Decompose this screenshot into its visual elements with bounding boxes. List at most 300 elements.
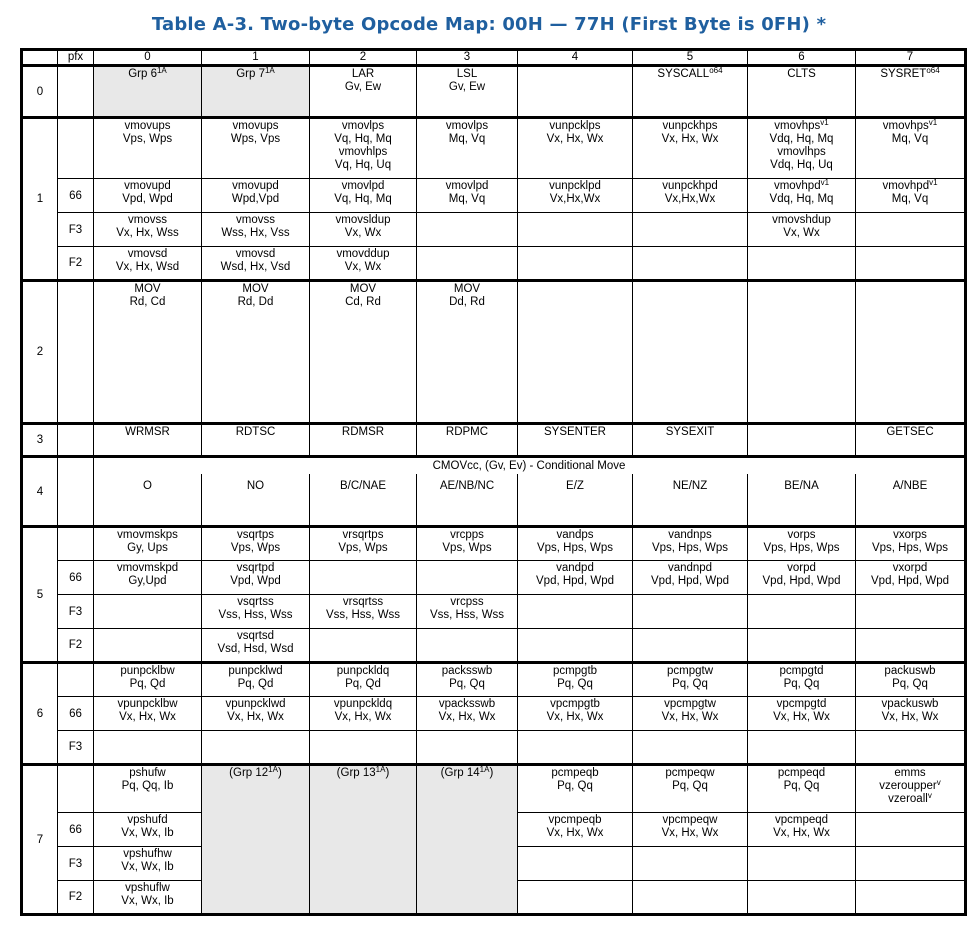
col-header-3: 3 (417, 50, 518, 66)
opcode-cell-21 (202, 281, 310, 424)
opcode-cell-02 (310, 66, 417, 118)
opcode-text: vunpckhpd (662, 180, 718, 192)
opcode-cell-62 (310, 663, 417, 697)
cmov-cell-41: NO (202, 474, 310, 527)
opcode-cell (94, 847, 202, 881)
cmov-cell-47: A/NBE (856, 474, 966, 527)
operand-text: Vx, Wx, Ib (121, 827, 174, 839)
operand-text: Mq, Vq (891, 193, 929, 205)
operand-text: Vpd, Hpd, Wpd (871, 575, 949, 587)
opcode-text: vunpcklps (549, 120, 601, 132)
opcode-cell (518, 247, 633, 281)
opcode-cell-24 (518, 281, 633, 424)
operand-text: Vdq, Hq, Mq (769, 133, 834, 145)
opcode-text: vmovss (236, 214, 275, 226)
operand-text: Pq, Qq (783, 780, 820, 792)
operand-text: Vx, Wx, Ib (121, 895, 174, 907)
pfx-header: pfx (58, 50, 94, 66)
opcode-cell (518, 813, 633, 847)
opcode-cell-71 (202, 765, 310, 915)
opcode-cell (633, 697, 748, 731)
pfx-cell: 66 (58, 697, 94, 731)
row-label-4: 4 (22, 457, 58, 527)
operand-text: Pq, Qq (672, 678, 708, 690)
opcode-cell-37 (856, 424, 966, 457)
operand-text: Vx, Hx, Wx (661, 711, 719, 723)
operand-text: Wpd,Vpd (231, 193, 280, 205)
opcode-text: SYSENTER (544, 426, 606, 438)
opcode-cell (518, 561, 633, 595)
pfx-cell: F2 (58, 629, 94, 663)
opcode-text: vandps (556, 529, 594, 541)
opcode-text: vmovsd (235, 248, 276, 260)
opcode-text: vmovddup (336, 248, 390, 260)
opcode-text: vmovlpd (341, 180, 385, 192)
corner-cell (22, 50, 58, 66)
operand-text: Dd, Rd (449, 296, 485, 308)
opcode-text: vmovlps (445, 120, 489, 132)
opcode-cell (518, 847, 633, 881)
opcode-text: vandpd (556, 562, 594, 574)
opcode-cell-54 (518, 527, 633, 561)
opcode-cell (94, 595, 202, 629)
pfx-cell: 66 (58, 179, 94, 213)
opcode-cell (748, 595, 856, 629)
pfx-cell: F3 (58, 595, 94, 629)
row-label-6: 6 (22, 663, 58, 765)
opcode-text: vpcmpeqb (548, 814, 602, 826)
cmov-cell-42: B/C/NAE (310, 474, 417, 527)
opcode-cell (856, 731, 966, 765)
opcode-cell (633, 629, 748, 663)
operand-text: Rd, Dd (237, 296, 274, 308)
operand-text: Vx, Wx (344, 227, 382, 239)
opcode-cell-65 (633, 663, 748, 697)
operand-text: Gy,Upd (128, 575, 167, 587)
superscript: v (936, 778, 941, 787)
opcode-text: punpckldq (336, 665, 390, 677)
opcode-cell-16 (748, 118, 856, 179)
superscript: v1 (820, 178, 830, 187)
opcode-text: vpcmpeqw (662, 814, 718, 826)
opcode-cell (417, 247, 518, 281)
opcode-cell-57 (856, 527, 966, 561)
opcode-cell-76 (748, 765, 856, 813)
opcode-text: LAR (351, 68, 375, 80)
opcode-text: vpcmpgtw (664, 698, 716, 710)
opcode-cell-17 (856, 118, 966, 179)
opcode-cell (94, 561, 202, 595)
superscript: v (927, 791, 932, 800)
opcode-text: vmovlhps (777, 146, 826, 158)
opcode-text: pshufw (129, 767, 166, 779)
opcode-cell-15 (633, 118, 748, 179)
operand-text: Vx, Hx, Wx (227, 711, 284, 723)
row-label-5: 5 (22, 527, 58, 663)
opcode-text: MOV (242, 283, 269, 295)
operand-text: Vx, Hx, Wx (773, 711, 830, 723)
opcode-cell (310, 629, 417, 663)
row-label-0: 0 (22, 66, 58, 118)
opcode-cell (310, 595, 417, 629)
operand-text: Vx, Wx, Ib (121, 861, 174, 873)
superscript: 1A (375, 765, 386, 774)
opcode-cell-51 (202, 527, 310, 561)
cmov-cell-46: BE/NA (748, 474, 856, 527)
superscript: v1 (820, 118, 829, 127)
operand-text: Vpd, Hpd, Wpd (762, 575, 841, 587)
opcode-text: vmovmskps (117, 529, 178, 541)
opcode-cell-25 (633, 281, 748, 424)
cmovcc-span-label: CMOVcc, (Gv, Ev) - Conditional Move (94, 457, 966, 474)
operand-text: Pq, Qd (129, 678, 166, 690)
opcode-text: pcmpgtb (552, 665, 598, 677)
opcode-text: vsqrtsd (236, 630, 275, 642)
opcode-cell (202, 731, 310, 765)
opcode-text: vpcmpeqd (774, 814, 829, 826)
opcode-text: vpcmpgtb (550, 698, 600, 710)
opcode-text: vmovshdup (772, 214, 831, 226)
superscript: 1A (156, 66, 167, 75)
opcode-text: pcmpgtw (666, 665, 714, 677)
operand-text: Vx, Wx (783, 227, 820, 239)
pfx-cell (58, 663, 94, 697)
cmov-cell-44: E/Z (518, 474, 633, 527)
col-header-5: 5 (633, 50, 748, 66)
opcode-cell (417, 629, 518, 663)
opcode-cell (310, 213, 417, 247)
operand-text: Pq, Qq (557, 678, 593, 690)
opcode-cell-00 (94, 66, 202, 118)
operand-text: Vdq, Hq, Uq (770, 159, 833, 171)
opcode-text: pcmpgtd (779, 665, 824, 677)
opcode-text: packsswb (441, 665, 493, 677)
opcode-text: vpshufd (127, 814, 168, 826)
opcode-cell (94, 731, 202, 765)
opcode-cell-74 (518, 765, 633, 813)
opcode-cell-30 (94, 424, 202, 457)
operand-text: Vps, Wps (442, 542, 492, 554)
opcode-cell-22 (310, 281, 417, 424)
opcode-text: packuswb (884, 665, 936, 677)
opcode-cell (202, 247, 310, 281)
pfx-cell: F3 (58, 847, 94, 881)
opcode-cell-53 (417, 527, 518, 561)
operand-text: Pq, Qq (672, 780, 708, 792)
opcode-text: vxorpd (892, 562, 928, 574)
operand-text: Vps, Wps (122, 133, 173, 145)
paren-close: ) (385, 767, 390, 779)
operand-text: Vsd, Hsd, Wsd (217, 643, 294, 655)
opcode-text: vpunpcklwd (225, 698, 286, 710)
opcode-cell (518, 595, 633, 629)
operand-text: Vss, Hss, Wss (325, 609, 401, 621)
pfx-cell (58, 118, 94, 179)
opcode-cell (856, 561, 966, 595)
opcode-cell (202, 213, 310, 247)
opcode-text: Grp 7 (236, 68, 265, 80)
opcode-text: vunpcklpd (549, 180, 601, 192)
opcode-text: emms (894, 767, 926, 779)
opcode-cell (633, 561, 748, 595)
opcode-cell (202, 179, 310, 213)
opcode-cell (633, 213, 748, 247)
opcode-cell-12 (310, 118, 417, 179)
opcode-cell-75 (633, 765, 748, 813)
opcode-text: vandnps (668, 529, 712, 541)
opcode-cell-50 (94, 527, 202, 561)
col-header-4: 4 (518, 50, 633, 66)
opcode-cell (310, 731, 417, 765)
opcode-text: vunpckhps (662, 120, 718, 132)
row-label-2: 2 (22, 281, 58, 424)
operand-text: Vx, Hx, Wx (773, 827, 830, 839)
operand-text: Wps, Vps (230, 133, 281, 145)
pfx-cell (58, 424, 94, 457)
operand-text: Cd, Rd (345, 296, 381, 308)
operand-text: Vpd, Hpd, Wpd (651, 575, 729, 587)
opcode-text: vpackuswb (881, 698, 939, 710)
opcode-text: vzeroall (888, 793, 928, 805)
opcode-map-table (20, 48, 967, 916)
opcode-cell (633, 731, 748, 765)
opcode-text: SYSEXIT (665, 426, 715, 438)
operand-text: Pq, Qq (449, 678, 485, 690)
opcode-cell-34 (518, 424, 633, 457)
paren-close: ) (277, 767, 282, 779)
opcode-cell (310, 697, 417, 731)
opcode-text: vrsqrtss (342, 596, 384, 608)
operand-text: Vps, Wps (230, 542, 281, 554)
superscript: v1 (929, 178, 938, 187)
opcode-text: vpshufhw (123, 848, 172, 860)
opcode-cell (94, 179, 202, 213)
opcode-text: CLTS (787, 68, 816, 80)
opcode-cell-05 (633, 66, 748, 118)
opcode-cell-20 (94, 281, 202, 424)
operand-text: Pq, Qq (892, 678, 928, 690)
opcode-text: vpunpckldq (333, 698, 393, 710)
opcode-cell-06 (748, 66, 856, 118)
operand-text: Gy, Ups (127, 542, 168, 554)
opcode-cell-03 (417, 66, 518, 118)
operand-text: Gv, Ew (344, 81, 382, 93)
table-title: Table A-3. Two-byte Opcode Map: 00H — 77H (First Byte is 0FH) * (151, 14, 827, 35)
operand-text: Mq, Vq (448, 133, 486, 145)
pfx-cell (58, 457, 94, 527)
cmov-cell-45: NE/NZ (633, 474, 748, 527)
opcode-text: pcmpeqb (551, 767, 599, 779)
opcode-text: vpshuflw (125, 882, 170, 894)
opcode-cell (856, 629, 966, 663)
operand-text: Vx,Hx,Wx (664, 193, 716, 205)
pfx-cell: F2 (58, 881, 94, 915)
opcode-cell (856, 179, 966, 213)
operand-text: Vx, Hx, Wx (438, 711, 496, 723)
opcode-cell (518, 179, 633, 213)
col-header-1: 1 (202, 50, 310, 66)
operand-text: Vq, Hq, Uq (334, 159, 392, 171)
opcode-cell (202, 595, 310, 629)
opcode-cell (748, 213, 856, 247)
opcode-cell (748, 813, 856, 847)
opcode-cell-10 (94, 118, 202, 179)
pfx-cell (58, 281, 94, 424)
opcode-cell-04 (518, 66, 633, 118)
operand-text: Vps, Hps, Wps (763, 542, 840, 554)
opcode-cell-55 (633, 527, 748, 561)
opcode-cell (417, 213, 518, 247)
opcode-cell (633, 847, 748, 881)
operand-text: Vx, Hx, Wx (546, 711, 604, 723)
opcode-text: vpunpcklbw (117, 698, 178, 710)
opcode-cell (94, 881, 202, 915)
col-header-6: 6 (748, 50, 856, 66)
opcode-cell (633, 595, 748, 629)
opcode-cell (856, 247, 966, 281)
opcode-cell (94, 213, 202, 247)
superscript: v1 (928, 118, 938, 127)
opcode-cell (856, 213, 966, 247)
superscript: 1A (268, 765, 278, 774)
opcode-text: vmovhps (882, 120, 929, 132)
opcode-cell-56 (748, 527, 856, 561)
pfx-cell: F3 (58, 213, 94, 247)
opcode-cell (633, 247, 748, 281)
row-label-1: 1 (22, 118, 58, 281)
opcode-text: LSL (456, 68, 478, 80)
operand-text: Vx, Hx, Wx (881, 711, 939, 723)
operand-text: Gv, Ew (448, 81, 486, 93)
opcode-cell (748, 561, 856, 595)
operand-text: Vpd, Hpd, Wpd (536, 575, 614, 587)
pfx-cell (58, 765, 94, 813)
operand-text: Vq, Hq, Mq (334, 193, 392, 205)
col-header-2: 2 (310, 50, 417, 66)
opcode-cell (748, 697, 856, 731)
operand-text: Vps, Hps, Wps (536, 542, 614, 554)
opcode-cell-73 (417, 765, 518, 915)
pfx-cell: F2 (58, 247, 94, 281)
opcode-cell (202, 561, 310, 595)
opcode-text: vandnpd (667, 562, 713, 574)
opcode-text: vxorps (893, 529, 927, 541)
operand-text: Mq, Vq (448, 193, 486, 205)
opcode-text: vmovupd (232, 180, 279, 192)
opcode-text: vmovupd (124, 180, 171, 192)
operand-text: Wsd, Hx, Vsd (220, 261, 291, 273)
operand-text: Vx, Hx, Wx (334, 711, 392, 723)
opcode-text: vorpd (787, 562, 816, 574)
opcode-cell (856, 881, 966, 915)
opcode-text: (Grp 13 (336, 767, 376, 779)
opcode-text: (Grp 14 (440, 767, 480, 779)
paren-close: ) (489, 767, 494, 779)
opcode-text: vmovss (128, 214, 167, 226)
superscript: o64 (926, 66, 940, 75)
opcode-cell (94, 247, 202, 281)
opcode-cell-07 (856, 66, 966, 118)
operand-text: Vx, Hx, Wx (119, 711, 176, 723)
row-label-3: 3 (22, 424, 58, 457)
opcode-cell-23 (417, 281, 518, 424)
opcode-text: RDTSC (235, 426, 276, 438)
opcode-cell (310, 247, 417, 281)
operand-text: Pq, Qq (557, 780, 593, 792)
opcode-text: vpacksswb (438, 698, 496, 710)
operand-text: Vq, Hq, Mq (334, 133, 392, 145)
opcode-text: punpcklbw (120, 665, 175, 677)
opcode-cell (417, 561, 518, 595)
opcode-text: pcmpeqd (777, 767, 826, 779)
opcode-cell-01 (202, 66, 310, 118)
operand-text: Pq, Qq, Ib (121, 780, 174, 792)
opcode-cell-67 (856, 663, 966, 697)
opcode-cell-14 (518, 118, 633, 179)
operand-text: Vx, Wx (344, 261, 382, 273)
opcode-cell-32 (310, 424, 417, 457)
operand-text: Pq, Qd (345, 678, 381, 690)
opcode-cell (202, 629, 310, 663)
operand-text: Vx,Hx,Wx (549, 193, 601, 205)
opcode-cell (518, 881, 633, 915)
superscript: o64 (709, 66, 723, 75)
opcode-cell-64 (518, 663, 633, 697)
opcode-cell (856, 813, 966, 847)
opcode-cell-31 (202, 424, 310, 457)
opcode-text: vrsqrtps (342, 529, 384, 541)
opcode-cell (633, 813, 748, 847)
opcode-cell (748, 247, 856, 281)
opcode-cell (417, 697, 518, 731)
operand-text: Vps, Wps (338, 542, 388, 554)
opcode-cell (748, 731, 856, 765)
opcode-cell (748, 881, 856, 915)
operand-text: Vps, Hps, Wps (651, 542, 729, 554)
opcode-text: WRMSR (125, 426, 170, 438)
opcode-text: vrcpps (450, 529, 484, 541)
opcode-cell (856, 847, 966, 881)
col-header-7: 7 (856, 50, 966, 66)
opcode-cell (856, 697, 966, 731)
opcode-cell-72 (310, 765, 417, 915)
opcode-cell (94, 813, 202, 847)
opcode-text: vmovsldup (335, 214, 391, 226)
opcode-text: vzeroupper (879, 780, 937, 792)
operand-text: Pq, Qd (237, 678, 274, 690)
opcode-cell (748, 179, 856, 213)
opcode-cell (518, 213, 633, 247)
opcode-cell-63 (417, 663, 518, 697)
opcode-cell (856, 595, 966, 629)
opcode-cell-70 (94, 765, 202, 813)
opcode-cell (310, 179, 417, 213)
opcode-cell (202, 697, 310, 731)
opcode-text: vmovsd (127, 248, 168, 260)
operand-text: Vx, Hx, Wx (546, 827, 604, 839)
pfx-cell (58, 527, 94, 561)
cmov-cell-43: AE/NB/NC (417, 474, 518, 527)
opcode-text: punpcklwd (228, 665, 283, 677)
pfx-cell: 66 (58, 561, 94, 595)
opcode-text: MOV (134, 283, 161, 295)
operand-text: Vx, Hx, Wx (661, 133, 719, 145)
opcode-cell (417, 595, 518, 629)
opcode-text: GETSEC (886, 426, 934, 438)
operand-text: Vx, Hx, Wx (546, 133, 604, 145)
opcode-text: MOV (453, 283, 481, 295)
opcode-text: vmovmskpd (116, 562, 179, 574)
